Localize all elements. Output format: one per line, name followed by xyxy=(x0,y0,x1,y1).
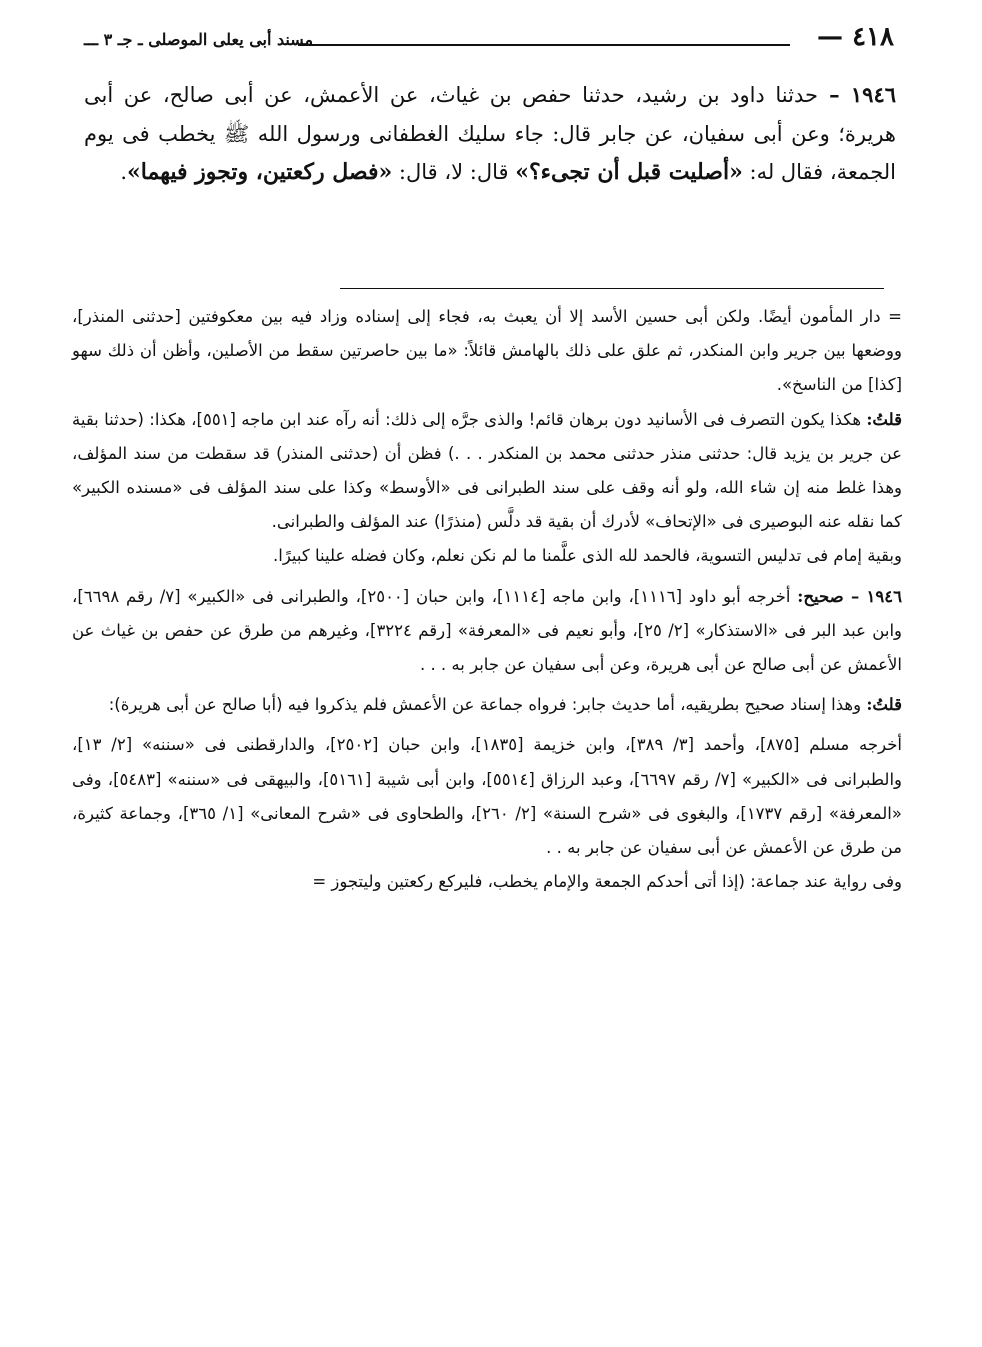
hadith-dash: – xyxy=(817,82,851,107)
takhrij-label: ١٩٤٦ – صحيح: xyxy=(797,586,902,606)
hadith-paragraph xyxy=(84,76,896,192)
page-header xyxy=(84,22,894,62)
takhrij-text: أخرجه أبو داود [١١١٦]، وابن ماجه [١١١٤]، وابن حبان [٢٥٠٠]، والطبرانى فى «الكبير» [٧/ رقم ٦٦٩٨]، وابن عبد البر فى «الاستذكار» [٢/ ٢٥]، وأبو نعيم فى «المعرفة» [رقم ٣٢٢٤]، وغيرهم من طرق عن حفص بن غياث عن الأعمش عن أبى صالح عن أبى هريرة، وعن أبى سفيان عن جابر به . . . xyxy=(72,586,902,675)
comment-text-2: وهذا إسناد صحيح بطريقيه، أما حديث جابر: فرواه جماعة عن الأعمش فلم يذكروا فيه (أبا صالح عن أبى هريرة): xyxy=(108,695,867,715)
page-number: ٤١٨ — xyxy=(817,22,894,52)
hadith-text xyxy=(84,76,896,192)
sources-paragraph: أخرجه مسلم [٨٧٥]، وأحمد [٣/ ٣٨٩]، وابن خزيمة [١٨٣٥]، وابن حبان [٢٥٠٢]، والدارقطنى فى «سننه» [٢/ ١٣]، والطبرانى فى «الكبير» [٧/ رقم ٦٦٩٧]، وعبد الرزاق [٥٥١٤]، وابن أبى شيبة [٥١٦١]، والبيهقى فى «سننه» [٥٤٨٣]، وفى «المعرفة» [رقم ١٧٣٧]، والبغوى فى «شرح السنة» [٢/ ٢٦٠]، والطحاوى فى «شرح المعانى» [١/ ٣٦٥]، وجماعة كثيرة، من طرق عن الأعمش عن أبى سفيان عن جابر به . . xyxy=(72,735,903,858)
variant-paragraph: وفى رواية عند جماعة: (إذا أتى أحدكم الجمعة والإمام يخطب، فليركع ركعتين وليتجوز = xyxy=(312,872,902,892)
footnotes xyxy=(72,300,902,899)
comment-label: قلتُ: xyxy=(866,409,902,429)
footnote-continuation: = دار المأمون أيضًا. ولكن أبى حسين الأسد إلا أن يعبث به، فجاء إلى إسناده وزاد فيه بين معكوفتين [حدثنى المنذر]، ووضعها بين جرير وابن المنكدر، ثم علق على ذلك بالهامش قائلاً: «ما بين حاصرتين سقط من الأصلين، وأظن أن ذلك سهو [كذا] من الناسخ». xyxy=(72,307,902,395)
footnote-note: وبقية إمام فى تدليس التسوية، فالحمد لله الذى علَّمنا ما لم نكن نعلم، وكان فضله علينا كبيرًا. xyxy=(273,546,902,566)
footnote-comment xyxy=(72,403,902,540)
takhrij-paragraph xyxy=(72,580,902,683)
hadith-isnad: حدثنا داود بن رشيد، حدثنا حفص بن غياث، عن الأعمش، عن أبى صالح، عن أبى هريرة؛ وعن أبى سفيان، عن جابر قال: جاء سليك الغطفانى ورسول الله ﷺ يخطب فى يوم الجمعة، فقال له: xyxy=(84,83,896,184)
hadith-quote-command: «فصل ركعتين، وتجوز فيهما» xyxy=(127,159,393,185)
comment-label-2: قلتُ: xyxy=(866,695,902,715)
hadith-reply: قال: لا، قال: xyxy=(392,160,516,184)
hadith-quote-question: «أصليت قبل أن تجىء؟» xyxy=(515,159,743,185)
hadith-number: ١٩٤٦ xyxy=(850,82,897,107)
hadith-end: . xyxy=(120,160,128,184)
header-rule xyxy=(298,44,790,46)
comment-text: هكذا يكون التصرف فى الأسانيد دون برهان قائم! والذى جرَّه إلى ذلك: أنه رآه عند ابن ماجه [٥٥١]، هكذا: (حدثنا بقية عن جرير بن يزيد قال: حدثنى منذر حدثنى محمد بن المنكدر . . .) فظن أن (حدثنى المنذر) قد سقطت من سند المؤلف، وهذا غلط منه إن شاء الله، ولو أنه وقف على سند الطبرانى فى «الأوسط» وكذا على سند المؤلف فى «مسنده الكبير» كما نقله عنه البوصيرى فى «الإتحاف» لأدرك أن بقية قد دلَّس (منذرًا) عند المؤلف والطبرانى. xyxy=(72,409,902,532)
footnote-divider xyxy=(340,288,884,289)
running-title: مسند أبى يعلى الموصلى ـ جـ ٣ ـــ xyxy=(84,30,314,49)
footnote-comment-2 xyxy=(72,688,902,722)
